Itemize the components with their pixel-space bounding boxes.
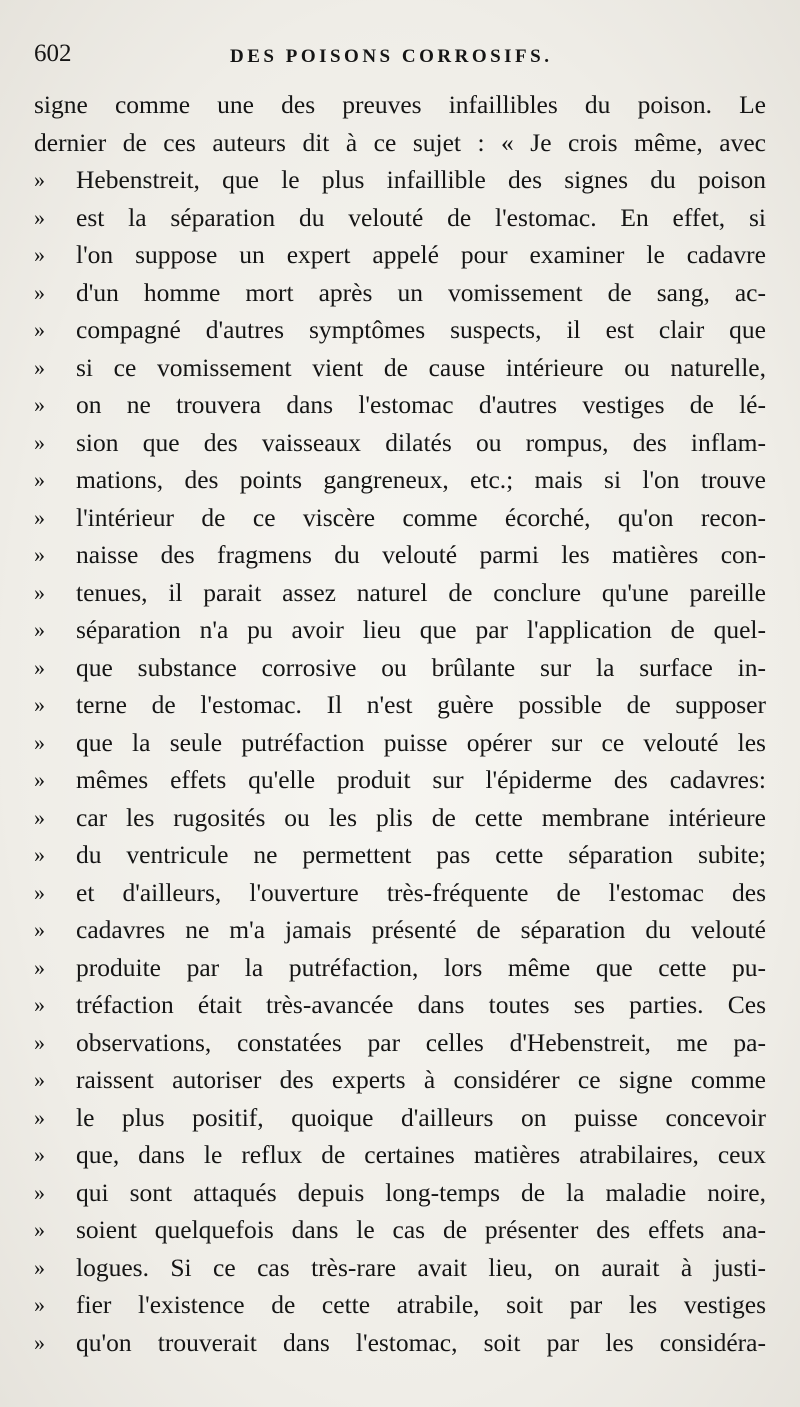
text-line — [34, 949, 766, 987]
quotation-mark: » — [34, 1142, 45, 1167]
text-line — [34, 724, 766, 762]
line-text: compagné d'autres symptômes suspects, il est clair que — [76, 315, 766, 344]
text-line — [34, 986, 766, 1024]
quotation-mark: » — [34, 429, 45, 455]
line-text: on ne trouvera dans l'estomac d'autres vestiges de lé- — [76, 390, 766, 419]
quotation-mark: » — [34, 1179, 45, 1205]
line-text: le plus positif, quoique d'ailleurs on puisse concevoir — [76, 1102, 766, 1132]
quotation-mark: » — [34, 504, 45, 530]
quotation-mark: » — [34, 767, 45, 792]
text-line — [34, 199, 766, 237]
quotation-mark: » — [34, 1329, 45, 1355]
text-line — [34, 686, 766, 724]
line-text: et d'ailleurs, l'ouverture très-fréquente de l'estomac des — [76, 877, 766, 907]
quotation-mark: » — [34, 879, 45, 905]
text-line — [34, 1061, 766, 1099]
quotation-mark: » — [34, 954, 45, 980]
text-line — [34, 874, 766, 912]
quotation-mark: » — [34, 579, 45, 605]
line-text: l'on suppose un expert appelé pour examiner le cadavre — [76, 240, 766, 269]
line-text: tenues, il parait assez naturel de conclure qu'une pareille — [76, 577, 766, 607]
line-text: du ventricule ne permettent pas cette séparation subite; — [76, 840, 766, 869]
quotation-mark: » — [34, 242, 45, 267]
text-line — [34, 461, 766, 499]
text-line — [34, 911, 766, 949]
quotation-mark: » — [34, 1254, 45, 1280]
line-text: produite par la putréfaction, lors même que cette pu- — [76, 952, 766, 982]
quotation-mark: » — [34, 467, 45, 492]
text-line — [34, 799, 766, 837]
line-text: fier l'existence de cette atrabile, soit par les vestiges — [76, 1290, 766, 1319]
text-line — [34, 424, 766, 462]
page-body-text — [34, 86, 766, 1361]
line-text: observations, constatées par celles d'Hebenstreit, me pa- — [76, 1027, 766, 1057]
quotation-mark: » — [34, 842, 45, 867]
text-line — [34, 1211, 766, 1249]
line-text: Hebenstreit, que le plus infaillible des signes du poison — [76, 165, 766, 194]
text-line — [34, 349, 766, 387]
quotation-mark: » — [34, 392, 45, 417]
quotation-mark: » — [34, 279, 45, 305]
line-text: que, dans le reflux de certaines matières atrabilaires, ceux — [76, 1140, 766, 1169]
text-line — [34, 1024, 766, 1062]
line-text: cadavres ne m'a jamais présenté de séparation du velouté — [76, 915, 766, 944]
line-text: raissent autoriser des experts à considérer ce signe comme — [76, 1065, 766, 1094]
line-text: logues. Si ce cas très-rare avait lieu, on aurait à justi- — [76, 1252, 766, 1282]
quotation-mark: » — [34, 654, 45, 680]
text-line — [34, 1174, 766, 1212]
text-line — [34, 499, 766, 537]
quotation-mark: » — [34, 1104, 45, 1130]
text-line — [34, 1324, 766, 1362]
line-text: signe comme une des preuves infaillibles du poison. Le — [34, 90, 766, 119]
text-line — [34, 611, 766, 649]
quotation-mark: » — [34, 992, 45, 1017]
line-text: mêmes effets qu'elle produit sur l'épiderme des cadavres: — [76, 765, 766, 794]
page-header — [34, 40, 780, 80]
line-text: mations, des points gangreneux, etc.; mais si l'on trouve — [76, 465, 766, 494]
line-text: qu'on trouverait dans l'estomac, soit par les considéra- — [76, 1327, 766, 1357]
text-line — [34, 1286, 766, 1324]
text-line — [34, 1249, 766, 1287]
text-line — [34, 161, 766, 199]
text-line — [34, 761, 766, 799]
quotation-mark: » — [34, 1067, 45, 1092]
quotation-mark: » — [34, 354, 45, 380]
line-text: dernier de ces auteurs dit à ce sujet : « Je crois même, avec — [34, 127, 766, 157]
quotation-mark: » — [34, 692, 45, 717]
text-line — [34, 274, 766, 312]
quotation-mark: » — [34, 317, 45, 342]
text-line — [34, 86, 766, 124]
quotation-mark: » — [34, 617, 45, 642]
quotation-mark: » — [34, 804, 45, 830]
running-title: DES POISONS CORROSIFS. — [230, 46, 553, 67]
text-line — [34, 386, 766, 424]
text-line — [34, 124, 766, 162]
text-line — [34, 649, 766, 687]
line-text: l'intérieur de ce viscère comme écorché, qu'on recon- — [76, 502, 766, 532]
line-text: qui sont attaqués depuis long-temps de la maladie noire, — [76, 1177, 766, 1207]
quotation-mark: » — [34, 167, 45, 192]
line-text: que substance corrosive ou brûlante sur la surface in- — [76, 652, 766, 682]
quotation-mark: » — [34, 1029, 45, 1055]
quotation-mark: » — [34, 729, 45, 755]
line-text: tréfaction était très-avancée dans toutes ses parties. Ces — [76, 990, 766, 1019]
line-text: car les rugosités ou les plis de cette membrane intérieure — [76, 802, 766, 832]
text-line — [34, 536, 766, 574]
line-text: d'un homme mort après un vomissement de sang, ac- — [76, 277, 766, 307]
text-line — [34, 836, 766, 874]
quotation-mark: » — [34, 542, 45, 567]
text-line — [34, 236, 766, 274]
line-text: est la séparation du velouté de l'estomac. En effet, si — [76, 202, 766, 232]
line-text: naisse des fragmens du velouté parmi les matières con- — [76, 540, 766, 569]
text-line — [34, 1136, 766, 1174]
quotation-mark: » — [34, 1292, 45, 1317]
line-text: si ce vomissement vient de cause intérieure ou naturelle, — [76, 352, 766, 382]
line-text: terne de l'estomac. Il n'est guère possible de supposer — [76, 690, 766, 719]
line-text: que la seule putréfaction puisse opérer sur ce velouté les — [76, 727, 766, 757]
line-text: soient quelquefois dans le cas de présenter des effets ana- — [76, 1215, 766, 1244]
text-line — [34, 1099, 766, 1137]
page-number: 602 — [34, 40, 72, 67]
text-line — [34, 311, 766, 349]
line-text: séparation n'a pu avoir lieu que par l'application de quel- — [76, 615, 766, 644]
quotation-mark: » — [34, 204, 45, 230]
text-line — [34, 574, 766, 612]
quotation-mark: » — [34, 1217, 45, 1242]
line-text: sion que des vaisseaux dilatés ou rompus, des inflam- — [76, 427, 766, 457]
quotation-mark: » — [34, 917, 45, 942]
